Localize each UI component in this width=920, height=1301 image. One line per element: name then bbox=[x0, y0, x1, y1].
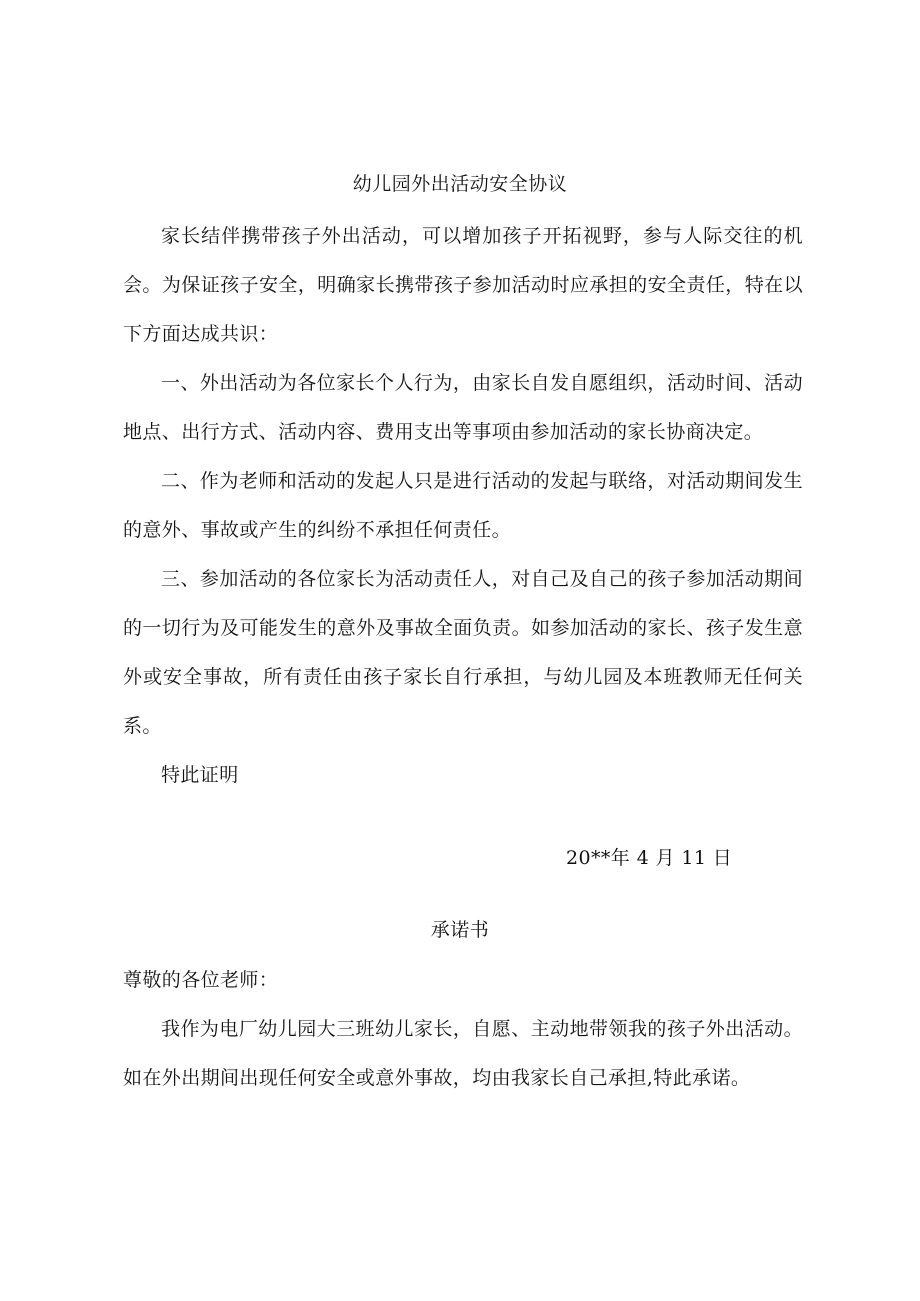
promise-body bbox=[123, 956, 803, 1103]
agreement-title: 幼儿园外出活动安全协议 bbox=[352, 173, 568, 195]
promise-salutation: 尊敬的各位老师： bbox=[123, 969, 279, 991]
agreement-closing: 特此证明 bbox=[161, 764, 239, 786]
agreement-clause-3: 三、参加活动的各位家长为活动责任人，对自己及自己的孩子参加活动期间的一切行为及可能发生的意外及事故全面负责。如参加活动的家长、孩子发生意外或安全事故，所有责任由孩子家长自行承担，与幼儿园及本班教师无任何关系。 bbox=[123, 568, 803, 737]
agreement-body bbox=[123, 212, 803, 800]
agreement-intro-paragraph: 家长结伴携带孩子外出活动，可以增加孩子开拓视野，参与人际交往的机会。为保证孩子安全，明确家长携带孩子参加活动时应承担的安全责任，特在以下方面达成共识： bbox=[123, 225, 803, 345]
promise-paragraph: 我作为电厂幼儿园大三班幼儿家长，自愿、主动地带领我的孩子外出活动。如在外出期间出现任何安全或意外事故，均由我家长自己承担,特此承诺。 bbox=[123, 1018, 803, 1089]
agreement-date: 20**年 4 月 11 日 bbox=[566, 847, 733, 869]
agreement-clause-2: 二、作为老师和活动的发起人只是进行活动的发起与联络，对活动期间发生的意外、事故或产生的纠纷不承担任何责任。 bbox=[123, 470, 803, 541]
agreement-clause-1: 一、外出活动为各位家长个人行为，由家长自发自愿组织，活动时间、活动地点、出行方式、活动内容、费用支出等事项由参加活动的家长协商决定。 bbox=[123, 372, 803, 443]
promise-title: 承诺书 bbox=[430, 919, 490, 941]
